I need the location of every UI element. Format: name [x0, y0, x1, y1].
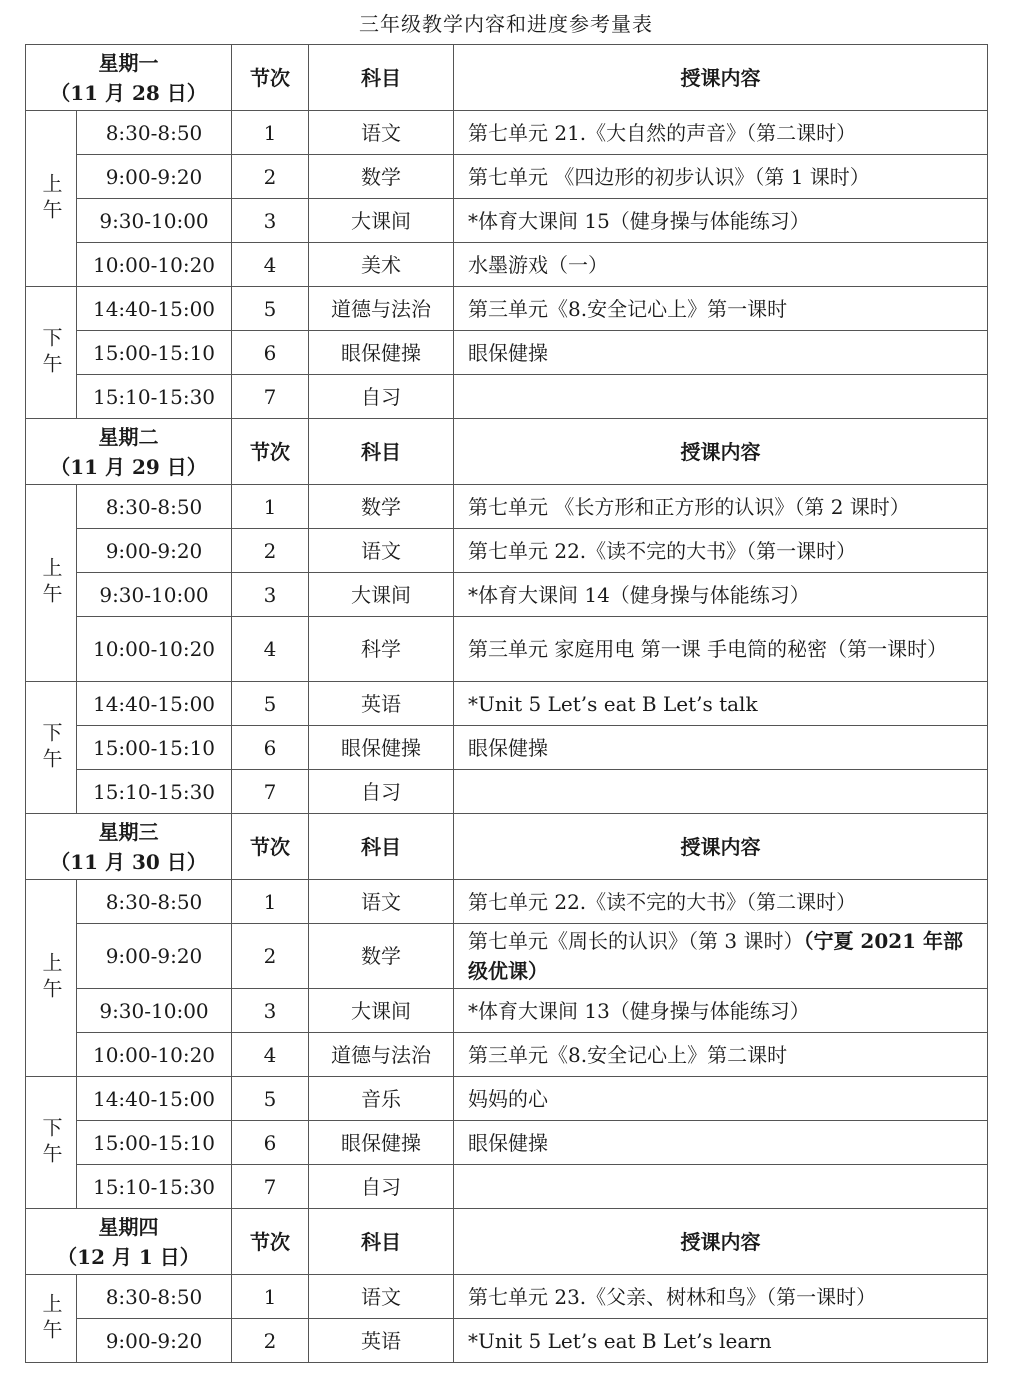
- lesson-time: 10:00-10:20: [77, 1033, 232, 1077]
- day-cell: [26, 45, 232, 111]
- lesson-time: 14:40-15:00: [77, 1077, 232, 1121]
- lesson-subject: 眼保健操: [309, 726, 454, 770]
- lesson-content: [454, 682, 988, 726]
- lesson-row: [26, 1077, 988, 1121]
- lesson-subject: 数学: [309, 924, 454, 989]
- lesson-number: 1: [232, 111, 309, 155]
- weekday-label: 星期一: [98, 50, 159, 75]
- lesson-content-text: 第三单元《8.安全记心上》第一课时: [468, 296, 788, 321]
- lesson-subject: 英语: [309, 682, 454, 726]
- lesson-row: [26, 155, 988, 199]
- lesson-content: [454, 989, 988, 1033]
- schedule-body: [26, 45, 988, 1363]
- morning-label: 上午: [26, 111, 77, 287]
- lesson-content: [454, 331, 988, 375]
- date-label: （11 月 30 日）: [50, 849, 207, 874]
- lesson-content-text: 第七单元 《四边形的初步认识》（第 1 课时）: [468, 164, 870, 189]
- lesson-content: [454, 287, 988, 331]
- lesson-content: [454, 199, 988, 243]
- lesson-content: [454, 1121, 988, 1165]
- afternoon-label: 下午: [26, 1077, 77, 1209]
- lesson-time: 9:30-10:00: [77, 199, 232, 243]
- lesson-subject: 语文: [309, 1275, 454, 1319]
- lesson-subject: 自习: [309, 1165, 454, 1209]
- lesson-content-text: 眼保健操: [468, 340, 548, 365]
- lesson-subject: 大课间: [309, 199, 454, 243]
- lesson-subject: 语文: [309, 111, 454, 155]
- lesson-subject: 数学: [309, 485, 454, 529]
- lesson-number: 1: [232, 880, 309, 924]
- lesson-content-text: 第七单元 《长方形和正方形的认识》（第 2 课时）: [468, 494, 910, 519]
- lesson-number: 5: [232, 287, 309, 331]
- lesson-content-text: 妈妈的心: [468, 1086, 548, 1111]
- lesson-time: 8:30-8:50: [77, 1275, 232, 1319]
- lesson-time: 15:10-15:30: [77, 1165, 232, 1209]
- lesson-row: [26, 287, 988, 331]
- weekday-label: 星期二: [98, 424, 159, 449]
- content-header: 授课内容: [454, 45, 988, 111]
- lesson-content-text: *体育大课间 15（健身操与体能练习）: [468, 208, 810, 233]
- lesson-subject: 数学: [309, 155, 454, 199]
- lesson-content: [454, 617, 988, 682]
- period-no-header: 节次: [232, 419, 309, 485]
- lesson-subject: 道德与法治: [309, 1033, 454, 1077]
- lesson-subject: 眼保健操: [309, 331, 454, 375]
- schedule-table: [25, 44, 988, 1363]
- lesson-row: [26, 989, 988, 1033]
- lesson-content: [454, 155, 988, 199]
- day-cell: [26, 419, 232, 485]
- date-label: （11 月 29 日）: [50, 454, 207, 479]
- lesson-subject: 自习: [309, 770, 454, 814]
- lesson-content: [454, 1077, 988, 1121]
- day-header-row: [26, 814, 988, 880]
- lesson-number: 2: [232, 1319, 309, 1363]
- lesson-time: 8:30-8:50: [77, 880, 232, 924]
- lesson-number: 2: [232, 529, 309, 573]
- afternoon-label: 下午: [26, 287, 77, 419]
- lesson-content: [454, 924, 988, 989]
- lesson-time: 9:00-9:20: [77, 529, 232, 573]
- lesson-time: 9:30-10:00: [77, 573, 232, 617]
- lesson-number: 7: [232, 770, 309, 814]
- lesson-content: [454, 1033, 988, 1077]
- lesson-content-text: 第三单元《8.安全记心上》第二课时: [468, 1042, 788, 1067]
- lesson-number: 1: [232, 485, 309, 529]
- lesson-row: [26, 485, 988, 529]
- lesson-content: [454, 375, 988, 419]
- lesson-subject: 美术: [309, 243, 454, 287]
- lesson-number: 5: [232, 682, 309, 726]
- lesson-subject: 大课间: [309, 573, 454, 617]
- morning-label: 上午: [26, 880, 77, 1077]
- lesson-subject: 科学: [309, 617, 454, 682]
- lesson-row: [26, 880, 988, 924]
- content-header: 授课内容: [454, 1209, 988, 1275]
- lesson-number: 6: [232, 726, 309, 770]
- date-label: （12 月 1 日）: [57, 1244, 200, 1269]
- date-label: （11 月 28 日）: [50, 80, 207, 105]
- day-header-row: [26, 419, 988, 485]
- subject-header: 科目: [309, 419, 454, 485]
- subject-header: 科目: [309, 814, 454, 880]
- lesson-time: 9:00-9:20: [77, 924, 232, 989]
- lesson-content-text: 水墨游戏（一）: [468, 252, 608, 277]
- lesson-subject: 眼保健操: [309, 1121, 454, 1165]
- lesson-time: 15:00-15:10: [77, 331, 232, 375]
- lesson-content-text: *体育大课间 14（健身操与体能练习）: [468, 582, 810, 607]
- lesson-row: [26, 331, 988, 375]
- period-no-header: 节次: [232, 45, 309, 111]
- subject-header: 科目: [309, 1209, 454, 1275]
- subject-header: 科目: [309, 45, 454, 111]
- lesson-number: 2: [232, 924, 309, 989]
- lesson-number: 3: [232, 989, 309, 1033]
- lesson-row: [26, 682, 988, 726]
- lesson-row: [26, 1165, 988, 1209]
- lesson-subject: 自习: [309, 375, 454, 419]
- lesson-row: [26, 111, 988, 155]
- lesson-number: 6: [232, 331, 309, 375]
- period-no-header: 节次: [232, 1209, 309, 1275]
- lesson-number: 3: [232, 573, 309, 617]
- page-title: 三年级教学内容和进度参考量表: [359, 12, 653, 36]
- lesson-row: [26, 1121, 988, 1165]
- lesson-content-text: 第三单元 家庭用电 第一课 手电筒的秘密（第一课时）: [468, 637, 948, 661]
- lesson-time: 14:40-15:00: [77, 682, 232, 726]
- lesson-subject: 大课间: [309, 989, 454, 1033]
- morning-label: 上午: [26, 485, 77, 682]
- day-cell: [26, 814, 232, 880]
- lesson-row: [26, 617, 988, 682]
- lesson-content-text: 第七单元 21.《大自然的声音》（第二课时）: [468, 120, 857, 145]
- lesson-time: 14:40-15:00: [77, 287, 232, 331]
- afternoon-label: 下午: [26, 682, 77, 814]
- lesson-row: [26, 199, 988, 243]
- lesson-content-text: 眼保健操: [468, 1130, 548, 1155]
- content-header: 授课内容: [454, 419, 988, 485]
- lesson-time: 9:30-10:00: [77, 989, 232, 1033]
- lesson-number: 5: [232, 1077, 309, 1121]
- lesson-row: [26, 243, 988, 287]
- lesson-number: 6: [232, 1121, 309, 1165]
- lesson-number: 7: [232, 375, 309, 419]
- lesson-number: 4: [232, 1033, 309, 1077]
- lesson-time: 10:00-10:20: [77, 243, 232, 287]
- day-cell: [26, 1209, 232, 1275]
- lesson-time: 15:10-15:30: [77, 770, 232, 814]
- lesson-row: [26, 529, 988, 573]
- lesson-content-text: *Unit 5 Let’s eat B Let’s learn: [468, 1328, 772, 1353]
- lesson-content: [454, 243, 988, 287]
- lesson-content: [454, 485, 988, 529]
- lesson-row: [26, 573, 988, 617]
- lesson-content-text: 第七单元《周长的认识》（第 3 课时）: [468, 929, 804, 953]
- lesson-time: 15:00-15:10: [77, 1121, 232, 1165]
- lesson-time: 10:00-10:20: [77, 617, 232, 682]
- lesson-number: 7: [232, 1165, 309, 1209]
- lesson-content-highlight: （宁夏 2021 年部级优课）: [468, 929, 964, 983]
- lesson-row: [26, 770, 988, 814]
- lesson-row: [26, 1033, 988, 1077]
- lesson-content: [454, 111, 988, 155]
- lesson-number: 1: [232, 1275, 309, 1319]
- lesson-subject: 语文: [309, 880, 454, 924]
- lesson-content: [454, 529, 988, 573]
- lesson-content-text: 眼保健操: [468, 735, 548, 760]
- lesson-content-text: *体育大课间 13（健身操与体能练习）: [468, 998, 810, 1023]
- lesson-row: [26, 375, 988, 419]
- weekday-label: 星期四: [98, 1214, 159, 1239]
- lesson-row: [26, 1275, 988, 1319]
- lesson-content: [454, 1165, 988, 1209]
- lesson-row: [26, 924, 988, 989]
- lesson-content: [454, 880, 988, 924]
- lesson-content: [454, 726, 988, 770]
- lesson-number: 4: [232, 617, 309, 682]
- period-no-header: 节次: [232, 814, 309, 880]
- lesson-content-text: 第七单元 23.《父亲、树林和鸟》（第一课时）: [468, 1284, 877, 1309]
- lesson-time: 15:00-15:10: [77, 726, 232, 770]
- lesson-content-text: 第七单元 22.《读不完的大书》（第一课时）: [468, 538, 857, 563]
- day-header-row: [26, 45, 988, 111]
- lesson-subject: 语文: [309, 529, 454, 573]
- lesson-subject: 道德与法治: [309, 287, 454, 331]
- lesson-time: 8:30-8:50: [77, 111, 232, 155]
- day-header-row: [26, 1209, 988, 1275]
- lesson-subject: 音乐: [309, 1077, 454, 1121]
- lesson-content-text: *Unit 5 Let’s eat B Let’s talk: [468, 691, 758, 716]
- lesson-number: 4: [232, 243, 309, 287]
- lesson-subject: 英语: [309, 1319, 454, 1363]
- weekday-label: 星期三: [98, 819, 159, 844]
- lesson-content: [454, 770, 988, 814]
- lesson-number: 3: [232, 199, 309, 243]
- lesson-content-text: 第七单元 22.《读不完的大书》（第二课时）: [468, 889, 857, 914]
- lesson-content: [454, 573, 988, 617]
- morning-label: 上午: [26, 1275, 77, 1363]
- lesson-time: 8:30-8:50: [77, 485, 232, 529]
- lesson-time: 9:00-9:20: [77, 155, 232, 199]
- lesson-time: 15:10-15:30: [77, 375, 232, 419]
- lesson-time: 9:00-9:20: [77, 1319, 232, 1363]
- lesson-number: 2: [232, 155, 309, 199]
- lesson-row: [26, 1319, 988, 1363]
- content-header: 授课内容: [454, 814, 988, 880]
- lesson-content: [454, 1275, 988, 1319]
- lesson-content: [454, 1319, 988, 1363]
- lesson-row: [26, 726, 988, 770]
